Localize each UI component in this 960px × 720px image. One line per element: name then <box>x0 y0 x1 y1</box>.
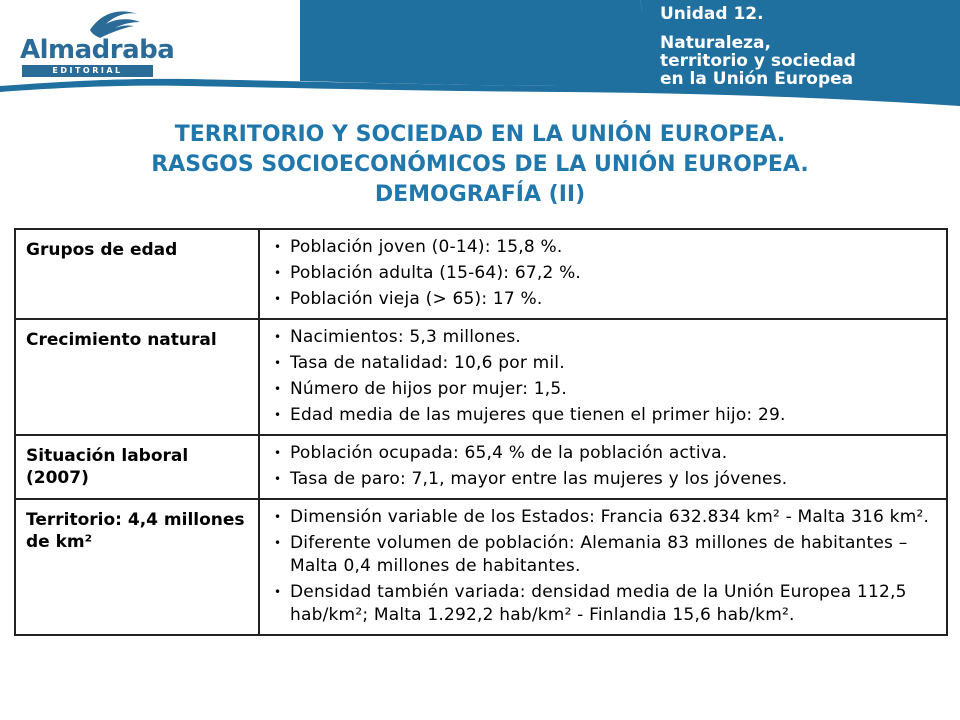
demography-table <box>14 228 948 636</box>
unit-title: Unidad 12. <box>660 4 764 24</box>
title-line-2: RASGOS SOCIOECONÓMICOS DE LA UNIÓN EUROPEA. <box>151 152 809 177</box>
row-label: Crecimiento natural <box>15 319 259 435</box>
table-row-territory <box>15 499 947 635</box>
list-item: • Diferente volumen de población: Alemania 83 millones de habitantes – Malta 0,4 millones de habitantes. <box>272 532 938 578</box>
logo-name: Almadraba <box>20 35 175 65</box>
list-item: • Población ocupada: 65,4 % de la población activa. <box>272 442 938 465</box>
list-item: • Número de hijos por mujer: 1,5. <box>272 378 938 401</box>
list-item: • Tasa de natalidad: 10,6 por mil. <box>272 352 938 375</box>
table-row-labour <box>15 435 947 499</box>
row-content <box>259 435 947 499</box>
row-content <box>259 229 947 319</box>
table-row-natural-growth <box>15 319 947 435</box>
list-item: • Tasa de paro: 7,1, mayor entre las mujeres y los jóvenes. <box>272 468 938 491</box>
table-row-age-groups <box>15 229 947 319</box>
row-content <box>259 499 947 635</box>
list-item: • Dimensión variable de los Estados: Francia 632.834 km² - Malta 316 km². <box>272 506 938 529</box>
list-item: • Población adulta (15-64): 67,2 %. <box>272 262 938 285</box>
list-item: • Nacimientos: 5,3 millones. <box>272 326 938 349</box>
logo-subtitle: EDITORIAL <box>22 65 153 77</box>
row-label: Situación laboral (2007) <box>15 435 259 499</box>
unit-subtitle: Naturaleza, territorio y sociedad en la Unión Europea <box>660 33 856 89</box>
list-item: • Población vieja (> 65): 17 %. <box>272 288 938 311</box>
page-title <box>0 120 960 210</box>
publisher-logo <box>16 6 175 76</box>
row-label: Grupos de edad <box>15 229 259 319</box>
row-label: Territorio: 4,4 millones de km² <box>15 499 259 635</box>
title-line-3: DEMOGRAFÍA (II) <box>374 182 586 207</box>
list-item: • Densidad también variada: densidad media de la Unión Europea 112,5 hab/km²; Malta 1.292,2 hab/km² - Finlandia 15,6 hab/km². <box>272 581 938 627</box>
list-item: • Población joven (0-14): 15,8 %. <box>272 236 938 259</box>
title-line-1: TERRITORIO Y SOCIEDAD EN LA UNIÓN EUROPEA. <box>174 122 786 147</box>
row-content <box>259 319 947 435</box>
list-item: • Edad media de las mujeres que tienen el primer hijo: 29. <box>272 404 938 427</box>
wave-logo-icon <box>86 8 156 38</box>
unit-info <box>660 3 955 88</box>
